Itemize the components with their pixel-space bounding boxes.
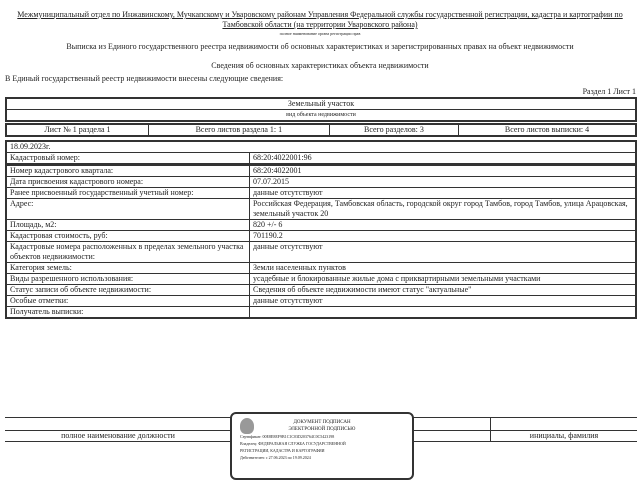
intro-text: В Единый государственный реестр недвижимости внесены следующие сведения: <box>5 74 284 83</box>
row-value: данные отсутствуют <box>250 296 637 307</box>
document-title: Выписка из Единого государственного реестра недвижимости об основных характеристиках и зарегистрированных правах на объект недвижимости <box>66 42 574 51</box>
table-row <box>6 199 636 220</box>
row-label: Категория земель: <box>6 263 250 274</box>
table-row <box>6 177 636 188</box>
authority-name: Межмуниципальный отдел по Инжавинскому, Мучкапскому и Уваровскому районам Управления Федеральной службы государственной регистрации, кадастра и картографии по Тамбовской области (на территории Уваровского района) <box>17 10 623 29</box>
row-value: 68:20:4022001 <box>250 165 637 177</box>
table-row <box>6 220 636 231</box>
object-type: Земельный участок <box>6 98 636 110</box>
sheet-number: Лист № 1 раздела 1 <box>6 124 148 136</box>
table-row <box>6 274 636 285</box>
table-row <box>6 165 636 177</box>
table-row <box>6 307 636 319</box>
table-row <box>6 231 636 242</box>
properties-table <box>5 164 637 319</box>
row-value: усадебные и блокированные жилые дома с приквартирными земельными участками <box>250 274 637 285</box>
row-value: 701190.2 <box>250 231 637 242</box>
row-value: данные отсутствуют <box>250 242 637 263</box>
row-value: Российская Федерация, Тамбовская область, городской округ город Тамбов, город Тамбов, улица Арацовская, земельный участок 20 <box>250 199 637 220</box>
row-label: Получатель выписки: <box>6 307 250 319</box>
table-row <box>6 242 636 263</box>
stamp-owner2: РЕГИСТРАЦИИ, КАДАСТРА И КАРТОГРАФИИ <box>240 448 325 453</box>
table-row <box>6 285 636 296</box>
section-sheets-total: Всего листов раздела 1: 1 <box>148 124 329 136</box>
section-ref: Раздел 1 Лист 1 <box>582 87 636 96</box>
row-value <box>250 307 637 319</box>
stamp-owner: Владелец: ФЕДЕРАЛЬНАЯ СЛУЖБА ГОСУДАРСТВЕННОЙ <box>240 441 346 446</box>
row-label: Особые отметки: <box>6 296 250 307</box>
table-row <box>6 296 636 307</box>
row-label: Статус записи об объекте недвижимости: <box>6 285 250 296</box>
row-label: Кадастровая стоимость, руб: <box>6 231 250 242</box>
sections-total: Всего разделов: 3 <box>329 124 458 136</box>
row-label: Площадь, м2: <box>6 220 250 231</box>
stamp-valid: Действителен: с 27.06.2023 по 19.09.2024 <box>240 455 311 460</box>
row-value: Земли населенных пунктов <box>250 263 637 274</box>
sheets-table <box>5 123 637 137</box>
position-caption: полное наименование должности <box>5 431 232 442</box>
row-label: Кадастровые номера расположенных в пределах земельного участка объектов недвижимости: <box>6 242 250 263</box>
emblem-icon <box>240 418 254 434</box>
table-row <box>6 263 636 274</box>
row-label: Адрес: <box>6 199 250 220</box>
row-value: 07.07.2015 <box>250 177 637 188</box>
row-label: Ранее присвоенный государственный учетный номер: <box>6 188 250 199</box>
stamp-line1: ДОКУМЕНТ ПОДПИСАН <box>293 420 351 425</box>
document-subtitle: Сведения об основных характеристиках объекта недвижимости <box>211 61 429 70</box>
table-row <box>6 188 636 199</box>
row-label: Номер кадастрового квартала: <box>6 165 250 177</box>
cadastral-table <box>5 140 637 165</box>
row-label: Виды разрешенного использования: <box>6 274 250 285</box>
authority-caption: полное наименование органа регистрации прав <box>279 31 361 36</box>
row-label: Дата присвоения кадастрового номера: <box>6 177 250 188</box>
cadastral-value: 68:20:4022001:96 <box>250 153 637 165</box>
row-value: Сведения об объекте недвижимости имеют статус "актуальные" <box>250 285 637 296</box>
row-value: 820 +/- 6 <box>250 220 637 231</box>
stamp-cert: Сертификат: 00E8E8EF9B1C1C03D203764C0C5423198 <box>240 434 335 439</box>
name-caption: инициалы, фамилия <box>491 431 638 442</box>
row-value: данные отсутствуют <box>250 188 637 199</box>
extract-sheets-total: Всего листов выписки: 4 <box>459 124 637 136</box>
extract-date: 18.09.2023г. <box>6 141 636 153</box>
cadastral-label: Кадастровый номер: <box>6 153 250 165</box>
stamp-line2: ЭЛЕКТРОННОЙ ПОДПИСЬЮ <box>288 427 356 432</box>
electronic-signature-stamp <box>230 412 414 480</box>
object-type-table <box>5 97 637 122</box>
object-type-caption: вид объекта недвижимости <box>6 110 636 122</box>
